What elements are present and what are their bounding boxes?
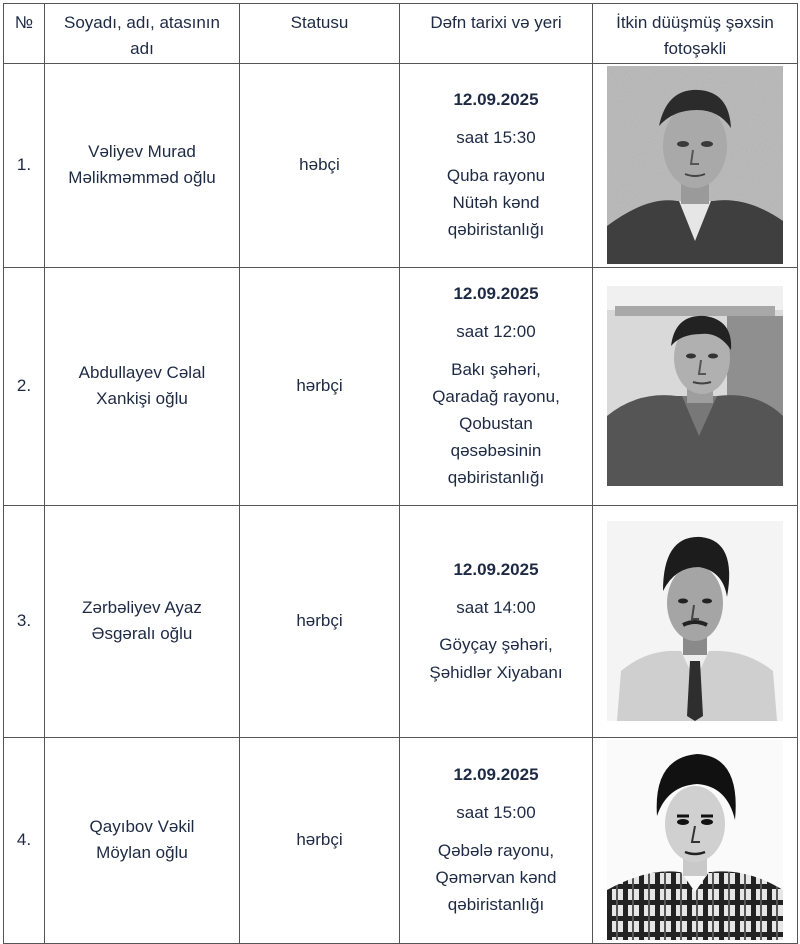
burial-date: 12.09.2025 [453,765,539,785]
burial-cell [400,63,593,267]
person-name [45,267,240,505]
place-line: Qaradağ rayonu, [432,386,560,406]
photo-cell [593,505,798,737]
burial-place [400,631,592,685]
place-line: qəbiristanlığı [447,468,545,488]
header-burial: Dəfn tarixi və yeri [400,4,593,64]
patronymic-line: Məlikməmməd oğlu [68,168,216,188]
person-name [45,63,240,267]
status-cell: həbçi [240,63,400,267]
row-number: 2. [4,267,45,505]
portrait-photo [607,66,783,264]
place-line: Qəmərvan kənd [435,867,557,887]
row-number: 3. [4,505,45,737]
place-line: Bakı şəhəri, [451,359,541,379]
place-line: Şəhidlər Xiyabanı [429,662,563,682]
burial-cell [400,267,593,505]
patronymic-line: Xankişi oğlu [96,389,188,409]
burial-time: saat 15:30 [456,128,536,148]
burial-date: 12.09.2025 [453,283,539,303]
photo-cell [593,63,798,267]
burial-cell [400,737,593,943]
burial-place [400,162,592,244]
row-number: 1. [4,63,45,267]
place-line: qəbiristanlığı [447,220,545,240]
header-name: Soyadı, adı, atasının adı [45,4,240,64]
status-cell: hərbçi [240,267,400,505]
memorial-table [3,3,798,944]
table-row [4,267,798,505]
header-status: Statusu [240,4,400,64]
name-line: Abdullayev Cəlal [78,362,206,382]
place-line: Quba rayonu [446,165,546,185]
burial-date: 12.09.2025 [453,559,539,579]
person-name [45,737,240,943]
place-line: Qobustan [459,413,533,433]
table-row [4,505,798,737]
name-line: Vəliyev Murad [88,141,196,161]
burial-cell [400,505,593,737]
burial-place [400,356,592,492]
portrait-photo [607,740,783,940]
photo-cell [593,737,798,943]
patronymic-line: Möylan oğlu [96,843,188,863]
portrait-photo [607,286,783,486]
burial-time: saat 12:00 [456,322,536,342]
table-row [4,737,798,943]
place-line: Qəbələ rayonu, [437,840,555,860]
burial-place [400,837,592,919]
status-cell: hərbçi [240,737,400,943]
burial-time: saat 15:00 [456,803,536,823]
header-photo: İtkin düüşmüş şəxsin fotoşəkli [593,4,798,64]
person-name [45,505,240,737]
header-number: № [4,4,45,64]
place-line: Göyçay şəhəri, [439,635,553,655]
photo-cell [593,267,798,505]
place-line: qəsəbəsinin [450,441,542,461]
status-cell: hərbçi [240,505,400,737]
place-line: qəbiristanlığı [447,895,545,915]
name-line: Zərbəliyev Ayaz [82,597,202,617]
burial-date: 12.09.2025 [453,90,539,110]
name-line: Qayıbov Vəkil [89,816,195,836]
row-number: 4. [4,737,45,943]
burial-time: saat 14:00 [456,598,536,617]
portrait-photo [607,521,783,721]
patronymic-line: Əsgəralı oğlu [91,624,193,644]
table-row [4,63,798,267]
header-row [4,4,798,64]
place-line: Nütəh kənd [452,192,540,212]
